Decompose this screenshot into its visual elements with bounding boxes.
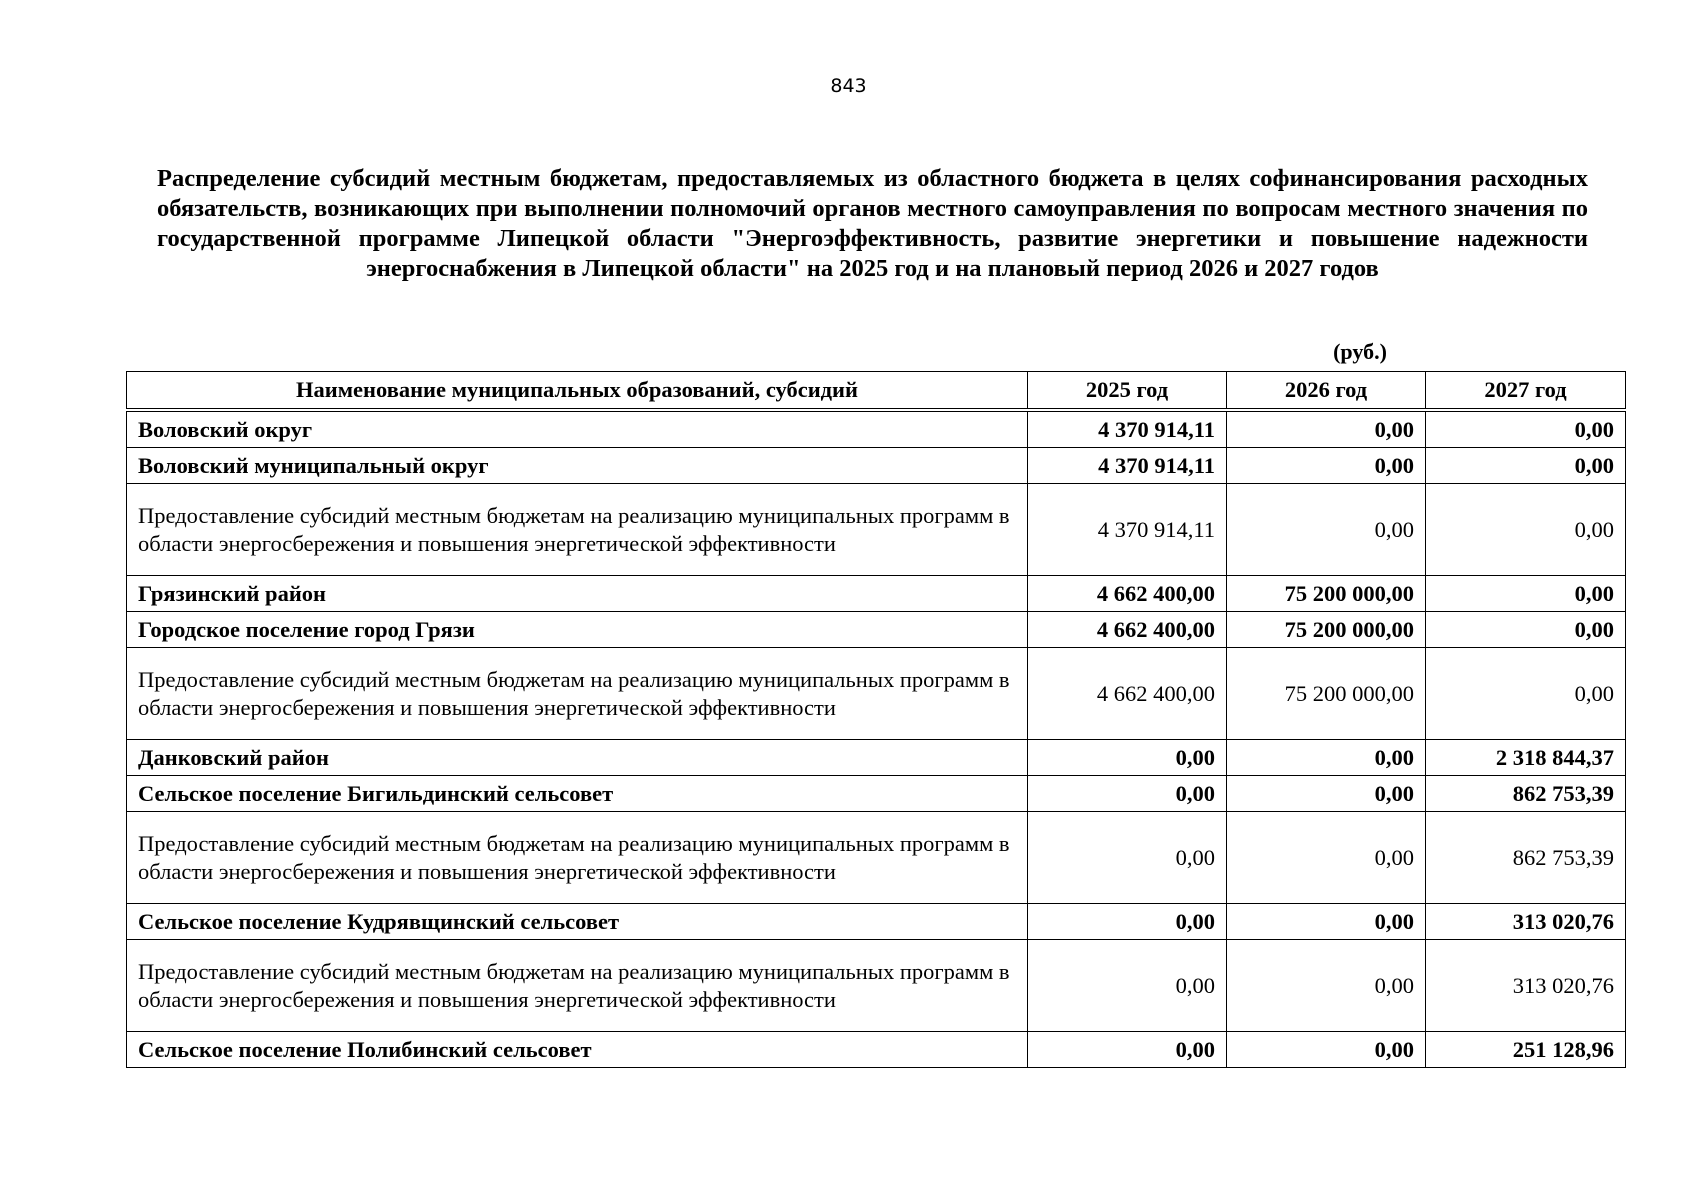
amount-2027-cell: 0,00 [1426, 612, 1626, 648]
amount-2025-cell: 0,00 [1028, 940, 1227, 1032]
table-row-summary [127, 448, 1626, 484]
page-number: 843 [830, 75, 867, 97]
amount-2026-cell: 0,00 [1227, 412, 1426, 448]
table-row-summary [127, 1032, 1626, 1068]
column-header-2027: 2027 год [1426, 372, 1626, 409]
amount-2025-cell: 4 662 400,00 [1028, 612, 1227, 648]
document-title: Распределение субсидий местным бюджетам, предоставляемых из областного бюджета в целях софинансирования расходных обязательств, возникающих при выполнении полномочий органов местного самоуправления по вопросам местного значения по государственной программе Липецкой области "Энергоэффективность, развитие энергетики и повышение надежности энергоснабжения в Липецкой области" на 2025 год и на плановый период 2026 и 2027 годов [157, 165, 1588, 282]
amount-2026-cell: 75 200 000,00 [1227, 576, 1426, 612]
amount-2027-cell: 0,00 [1426, 484, 1626, 576]
amount-2027-cell: 251 128,96 [1426, 1032, 1626, 1068]
amount-2025-cell: 0,00 [1028, 904, 1227, 940]
amount-2026-cell: 0,00 [1227, 776, 1426, 812]
amount-2026-cell: 75 200 000,00 [1227, 648, 1426, 740]
table-row-detail [127, 940, 1626, 1032]
amount-2027-cell: 0,00 [1426, 412, 1626, 448]
column-header-name: Наименование муниципальных образований, субсидий [127, 372, 1028, 409]
municipality-name-cell: Грязинский район [127, 576, 1028, 612]
table-row-summary [127, 576, 1626, 612]
amount-2026-cell: 0,00 [1227, 812, 1426, 904]
table-row-detail [127, 648, 1626, 740]
municipality-name-cell: Городское поселение город Грязи [127, 612, 1028, 648]
amount-2026-cell: 0,00 [1227, 484, 1426, 576]
table-body [127, 412, 1626, 1068]
table-row-summary [127, 612, 1626, 648]
amount-2027-cell: 862 753,39 [1426, 776, 1626, 812]
table-row-summary [127, 412, 1626, 448]
amount-2025-cell: 0,00 [1028, 812, 1227, 904]
municipality-name-cell: Сельское поселение Полибинский сельсовет [127, 1032, 1028, 1068]
table-row-summary [127, 904, 1626, 940]
amount-2026-cell: 0,00 [1227, 448, 1426, 484]
column-header-2026: 2026 год [1227, 372, 1426, 409]
column-header-2025: 2025 год [1028, 372, 1227, 409]
amount-2026-cell: 0,00 [1227, 1032, 1426, 1068]
amount-2027-cell: 0,00 [1426, 448, 1626, 484]
currency-units: (руб.) [1333, 339, 1387, 364]
amount-2027-cell: 0,00 [1426, 576, 1626, 612]
municipality-name-cell: Сельское поселение Бигильдинский сельсовет [127, 776, 1028, 812]
amount-2026-cell: 75 200 000,00 [1227, 612, 1426, 648]
amount-2026-cell: 0,00 [1227, 940, 1426, 1032]
municipality-name-cell: Предоставление субсидий местным бюджетам на реализацию муниципальных программ в области энергосбережения и повышения энергетической эффективности [127, 648, 1028, 740]
amount-2027-cell: 862 753,39 [1426, 812, 1626, 904]
amount-2025-cell: 4 370 914,11 [1028, 448, 1227, 484]
municipality-name-cell: Воловский округ [127, 412, 1028, 448]
amount-2027-cell: 0,00 [1426, 648, 1626, 740]
amount-2025-cell: 0,00 [1028, 740, 1227, 776]
amount-2025-cell: 4 662 400,00 [1028, 648, 1227, 740]
table-row-detail [127, 812, 1626, 904]
municipality-name-cell: Данковский район [127, 740, 1028, 776]
amount-2027-cell: 313 020,76 [1426, 904, 1626, 940]
municipality-name-cell: Воловский муниципальный округ [127, 448, 1028, 484]
subsidy-distribution-table [126, 371, 1626, 1068]
amount-2027-cell: 313 020,76 [1426, 940, 1626, 1032]
amount-2025-cell: 0,00 [1028, 1032, 1227, 1068]
municipality-name-cell: Предоставление субсидий местным бюджетам на реализацию муниципальных программ в области энергосбережения и повышения энергетической эффективности [127, 940, 1028, 1032]
amount-2025-cell: 4 370 914,11 [1028, 484, 1227, 576]
amount-2025-cell: 0,00 [1028, 776, 1227, 812]
municipality-name-cell: Предоставление субсидий местным бюджетам на реализацию муниципальных программ в области энергосбережения и повышения энергетической эффективности [127, 812, 1028, 904]
amount-2026-cell: 0,00 [1227, 740, 1426, 776]
amount-2026-cell: 0,00 [1227, 904, 1426, 940]
table-row-detail [127, 484, 1626, 576]
amount-2025-cell: 4 662 400,00 [1028, 576, 1227, 612]
table-row-summary [127, 740, 1626, 776]
table-header-row [127, 372, 1626, 409]
table-row-summary [127, 776, 1626, 812]
amount-2025-cell: 4 370 914,11 [1028, 412, 1227, 448]
municipality-name-cell: Предоставление субсидий местным бюджетам на реализацию муниципальных программ в области энергосбережения и повышения энергетической эффективности [127, 484, 1028, 576]
amount-2027-cell: 2 318 844,37 [1426, 740, 1626, 776]
municipality-name-cell: Сельское поселение Кудрявщинский сельсовет [127, 904, 1028, 940]
